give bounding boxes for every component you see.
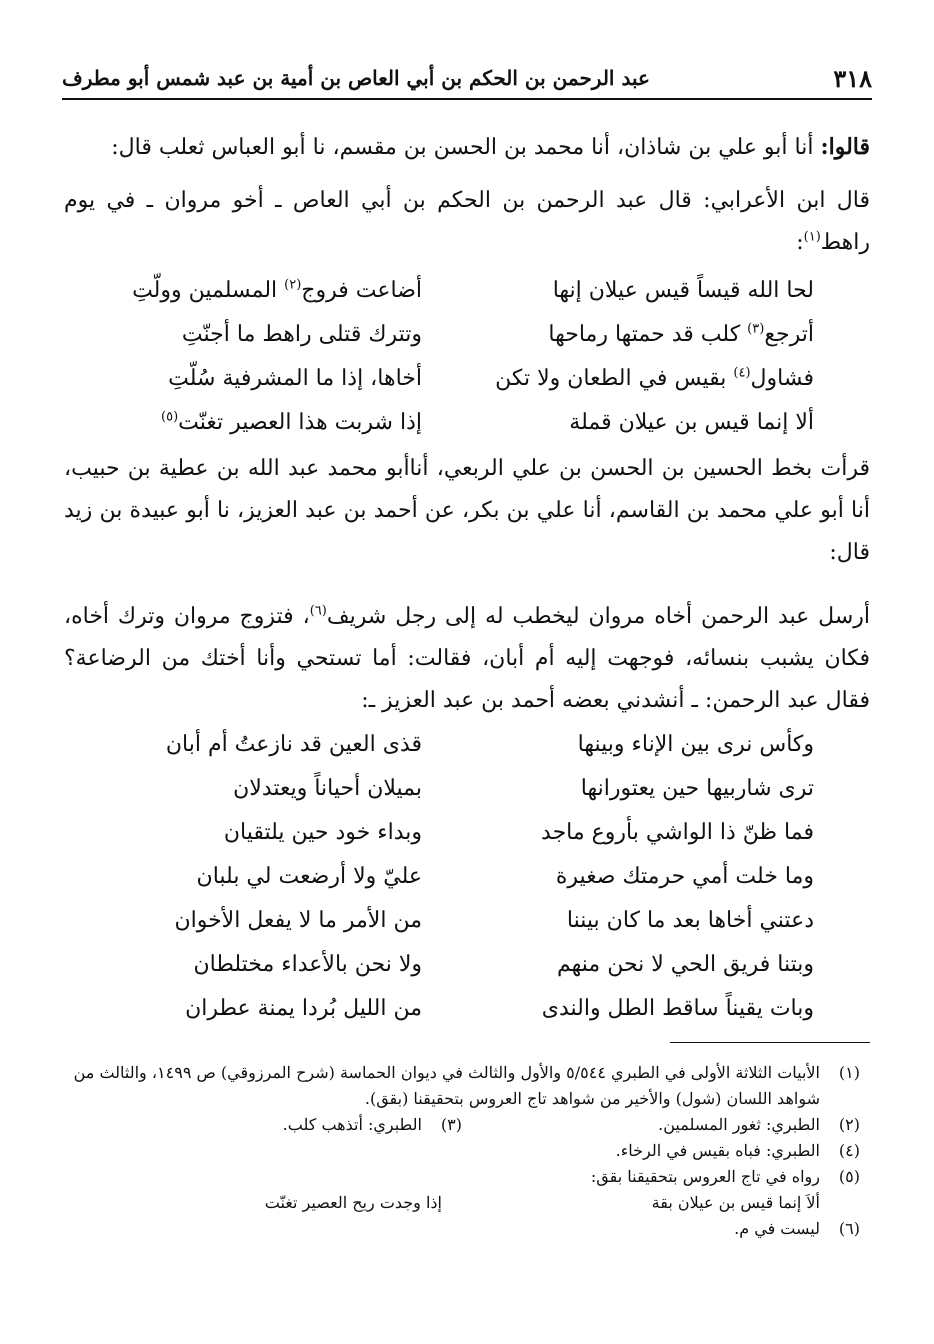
verse-row: [110, 400, 814, 444]
footnote-number: (١): [838, 1063, 860, 1082]
first-hemistich: فشاول$^{(٤)}$ بقيس في الطعان ولا تكن: [495, 365, 814, 391]
narration-end-1: :: [796, 230, 804, 255]
second-hemistich: من الليل بُردا يمنة عطران: [185, 995, 422, 1021]
first-hemistich: وبتنا فريق الحي لا نحن منهم: [557, 951, 814, 977]
verse-row: [110, 854, 814, 898]
footnote-ref-6: (٦): [309, 603, 327, 619]
second-hemistich: إذا وجدت ريح العصير تغنّت: [264, 1193, 442, 1212]
isnad-paragraph-1: [64, 126, 870, 169]
verse-row: [110, 898, 814, 942]
second-hemistich: أضاعت فروج$^{(٢)}$ المسلمين وولّتِ: [132, 277, 422, 303]
footnote-2: [462, 1112, 860, 1138]
footnote-row-2-3: [64, 1112, 860, 1138]
footnote-verse: [64, 1190, 860, 1216]
first-hemistich: وما خلت أمي حرمتك صغيرة: [555, 863, 814, 889]
second-hemistich: من الأمر ما لا يفعل الأخوان: [174, 907, 422, 933]
second-hemistich: بميلان أحياناً ويعتدلان: [233, 775, 422, 801]
verse-row: [110, 356, 814, 400]
verse-row: [110, 766, 814, 810]
verse-row: [110, 810, 814, 854]
second-hemistich: ولا نحن بالأعداء مختلطان: [193, 951, 422, 977]
footnote-text: رواه في تاج العروس بتحقيقنا بقق:: [590, 1167, 820, 1186]
footnote-number: (٣): [440, 1115, 462, 1134]
poem-2: [110, 722, 814, 1030]
footnote-ref-4: (٤): [733, 365, 751, 381]
isnad-text-1: أنا أبو علي بن شاذان، أنا محمد بن الحسن بن مقسم، نا أبو العباس ثعلب قال:: [111, 135, 821, 160]
footnote-number: (٦): [838, 1219, 860, 1238]
verse-row: [110, 722, 814, 766]
verse-row: [110, 986, 814, 1030]
footnote-5: [64, 1164, 860, 1190]
footnote-1: [64, 1060, 860, 1112]
second-hemistich: عليّ ولا أرضعت لي بلبان: [196, 863, 422, 889]
footnote-text: الأبيات الثلاثة الأولى في الطبري ٥/٥٤٤ والأول والثالث في ديوان الحماسة (شرح المرزوقي) ص ١٤٩٩، والثالث من شواهد اللسان (شول) والأخير من شواهد تاج العروس بتحقيقنا (بقق).: [73, 1063, 820, 1108]
verse-row: [110, 942, 814, 986]
qalu-lead: قالوا:: [820, 134, 870, 160]
first-hemistich: فما ظنّ ذا الواشي بأروع ماجد: [541, 819, 814, 845]
narration-paragraph-1: [64, 180, 870, 264]
first-hemistich: وكأس نرى بين الإناء وبينها: [577, 731, 814, 757]
second-hemistich: وبداء خود حين يلتقيان: [223, 819, 422, 845]
page-number: ٣١٨: [833, 63, 872, 93]
footnote-text: الطبري: ثغور المسلمين.: [658, 1115, 820, 1134]
first-hemistich: ألاَ إنما قيس بن عيلان بقة: [651, 1193, 820, 1212]
poem-1: [110, 268, 814, 444]
verse-row: [110, 312, 814, 356]
footnote-ref-2: (٢): [284, 277, 302, 293]
footnote-number: (٢): [838, 1115, 860, 1134]
footnote-text: الطبري: أتذهب كلب.: [282, 1115, 422, 1134]
footnote-4: [64, 1138, 860, 1164]
footnote-text: ليست في م.: [734, 1219, 820, 1238]
second-hemistich: قذى العين قد نازعتُ أم أبان: [165, 731, 422, 757]
second-hemistich: إذا شربت هذا العصير تغنّت$^{(٥)}$: [161, 409, 422, 435]
footnote-number: (٥): [838, 1167, 860, 1186]
footnote-ref-5: (٥): [161, 409, 179, 425]
narration-text-1: قال ابن الأعرابي: قال عبد الرحمن بن الحكم بن أبي العاص ـ أخو مروان ـ في يوم راهط: [64, 188, 870, 255]
footnote-ref-1: (١): [803, 229, 821, 245]
footnote-6: [64, 1216, 860, 1242]
narration-paragraph-2: أرسل عبد الرحمن أخاه مروان ليخطب له إلى رجل شريف$^{(٦)}$، فتزوج مروان وترك أخاه، فكان يشبب بنسائه، فوجهت إليه أم أبان، فقالت: أما تستحي وأنا أختك من الرضاعة؟ فقال عبد الرحمن: ـ أنشدني بعضه أحمد بن عبد العزيز ـ:: [64, 603, 870, 713]
verse-row: [110, 268, 814, 312]
first-hemistich: لحا الله قيساً قيس عيلان إنها: [552, 277, 814, 303]
footnote-3: [64, 1112, 462, 1138]
running-title: عبد الرحمن بن الحكم بن أبي العاص بن أمية بن عبد شمس أبو مطرف: [62, 66, 650, 90]
isnad-text-2: قرأت بخط الحسين بن الحسن بن علي الربعي، أناأبو محمد عبد الله بن عطية بن حبيب، أنا أبو علي محمد بن القاسم، أنا علي بن بكر، عن أحمد بن عبد العزيز، نا أبو عبيدة بن زيد قال:: [64, 456, 870, 565]
footnote-divider: [670, 1042, 870, 1043]
isnad-paragraph-2: [64, 448, 870, 574]
first-hemistich: وبات يقيناً ساقط الطل والندى: [541, 995, 814, 1021]
first-hemistich: أترجع$^{(٣)}$ كلب قد حمتها رماحها: [548, 321, 814, 347]
footnotes: [64, 1060, 860, 1242]
first-hemistich: ترى شاربيها حين يعتورانها: [580, 775, 814, 801]
page-header: [62, 58, 872, 100]
second-hemistich: وتترك قتلى راهط ما أجنّتِ: [181, 321, 422, 347]
footnote-number: (٤): [838, 1141, 860, 1160]
footnote-ref-3: (٣): [747, 321, 765, 337]
footnote-text: الطبري: فباه بقيس في الرخاء.: [615, 1141, 820, 1160]
first-hemistich: ألا إنما قيس بن عيلان قملة: [569, 409, 814, 435]
second-hemistich: أخاها، إذا ما المشرفية سُلّتِ: [168, 365, 422, 391]
first-hemistich: دعتني أخاها بعد ما كان بيننا: [566, 907, 814, 933]
